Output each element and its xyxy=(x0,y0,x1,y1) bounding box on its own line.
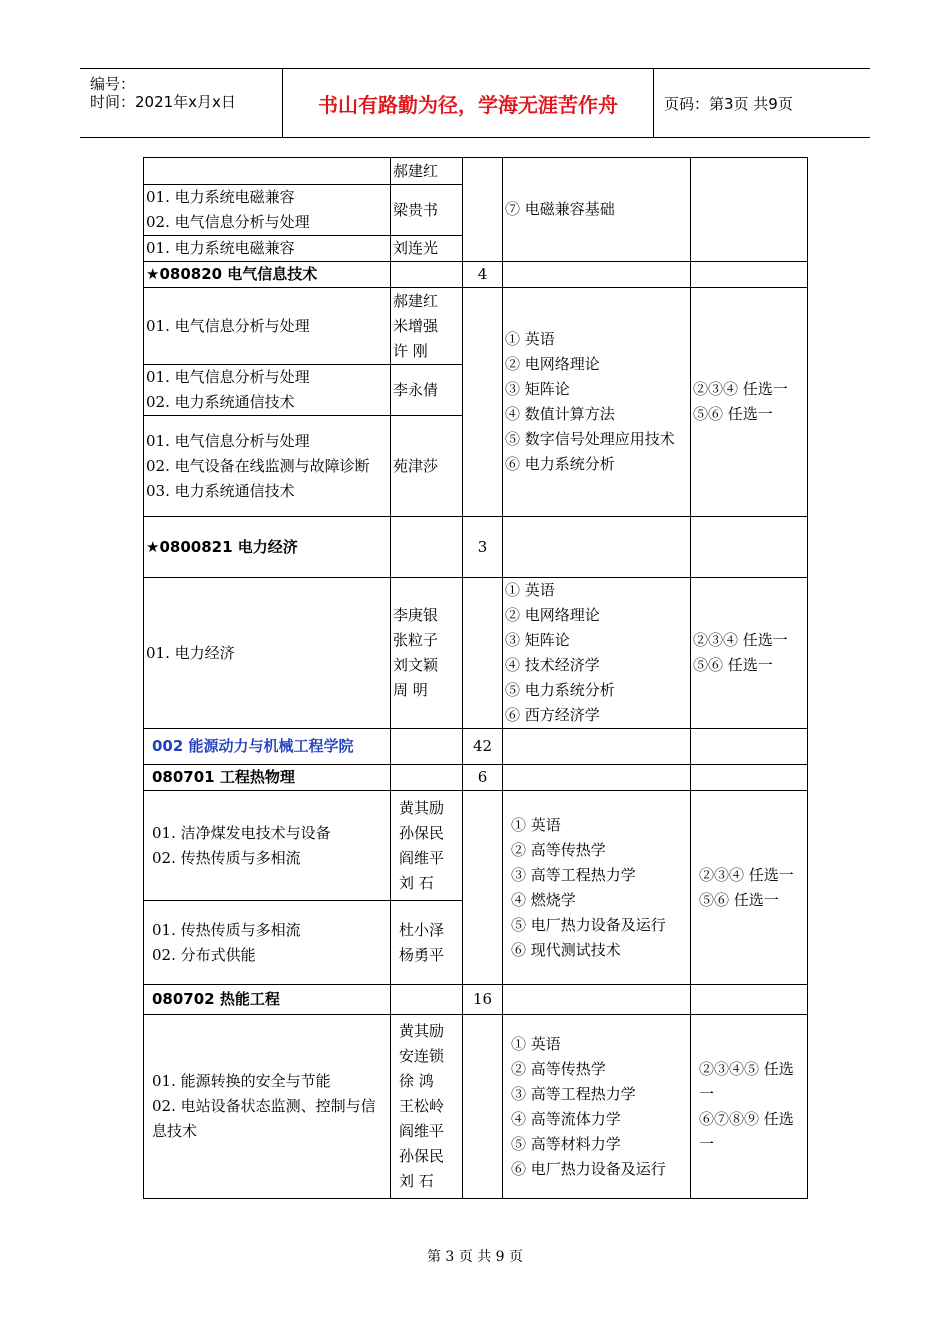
direction-cell: 01. 电力系统电磁兼容 xyxy=(144,236,391,262)
course-cell: ① 英语 ② 高等传热学 ③ 高等工程热力学 ④ 燃烧学 ⑤ 电厂热力设备及运行 ⑥ 现代测试技术 xyxy=(503,791,691,985)
course-cell: ① 英语 ② 电网络理论 ③ 矩阵论 ④ 数值计算方法 ⑤ 数字信号处理应用技术 ⑥ 电力系统分析 xyxy=(503,288,691,517)
header-page-label: 页码：第3页 共9页 xyxy=(664,94,793,113)
note-cell: ②③④ 任选一 ⑤⑥ 任选一 xyxy=(691,578,808,729)
course-cell: ⑦ 电磁兼容基础 xyxy=(503,158,691,262)
direction-cell: 01. 电气信息分析与处理 02. 电气设备在线监测与故障诊断 03. 电力系统通信技术 xyxy=(144,416,391,517)
advisor-cell: 郝建红 米增强 许 刚 xyxy=(391,288,463,365)
major-name: ★080820 电气信息技术 xyxy=(144,262,391,288)
direction-cell: 01. 电气信息分析与处理 02. 电力系统通信技术 xyxy=(144,365,391,416)
direction-cell: 01. 电力系统电磁兼容 02. 电气信息分析与处理 xyxy=(144,185,391,236)
note-cell: ②③④ 任选一 ⑤⑥ 任选一 xyxy=(691,791,808,985)
header-motto: 书山有路勤为径，学海无涯苦作舟 xyxy=(283,69,654,137)
table-row xyxy=(144,791,808,901)
advisor-cell: 杜小泽 杨勇平 xyxy=(391,901,463,985)
note-cell: ②③④⑤ 任选一 ⑥⑦⑧⑨ 任选一 xyxy=(691,1015,808,1199)
table-row xyxy=(144,288,808,365)
note-cell: ②③④ 任选一 ⑤⑥ 任选一 xyxy=(691,288,808,517)
advisor-cell: 刘连光 xyxy=(391,236,463,262)
advisor-cell: 苑津莎 xyxy=(391,416,463,517)
enrollment-count: 4 xyxy=(463,262,503,288)
direction-cell: 01. 能源转换的安全与节能 02. 电站设备状态监测、控制与信息技术 xyxy=(144,1015,391,1199)
major-row xyxy=(144,765,808,791)
course-cell: ① 英语 ② 电网络理论 ③ 矩阵论 ④ 技术经济学 ⑤ 电力系统分析 ⑥ 西方经济学 xyxy=(503,578,691,729)
direction-cell: 01. 洁净煤发电技术与设备 02. 传热传质与多相流 xyxy=(144,791,391,901)
enrollment-count: 3 xyxy=(463,517,503,578)
direction-cell: 01. 电气信息分析与处理 xyxy=(144,288,391,365)
course-cell: ① 英语 ② 高等传热学 ③ 高等工程热力学 ④ 高等流体力学 ⑤ 高等材料力学 ⑥ 电厂热力设备及运行 xyxy=(503,1015,691,1199)
advisor-cell: 黄其励 安连锁 徐 鸿 王松岭 阎维平 孙保民 刘 石 xyxy=(391,1015,463,1199)
major-row xyxy=(144,517,808,578)
table-row xyxy=(144,158,808,185)
college-name: 002 能源动力与机械工程学院 xyxy=(144,729,391,765)
table-row xyxy=(144,1015,808,1199)
major-row xyxy=(144,985,808,1015)
number-label: 编号： xyxy=(90,75,136,93)
major-row xyxy=(144,262,808,288)
advisor-cell: 李永倩 xyxy=(391,365,463,416)
major-name: 080702 热能工程 xyxy=(144,985,391,1015)
advisor-cell: 李庚银 张粒子 刘文颖 周 明 xyxy=(391,578,463,729)
advisor-cell: 梁贵书 xyxy=(391,185,463,236)
header-meta xyxy=(80,69,283,137)
major-name: ★0800821 电力经济 xyxy=(144,517,391,578)
direction-cell: 01. 电力经济 xyxy=(144,578,391,729)
advisor-cell: 黄其励 孙保民 阎维平 刘 石 xyxy=(391,791,463,901)
time-label: 时间：2021年x月x日 xyxy=(90,93,236,111)
enrollment-count: 16 xyxy=(463,985,503,1015)
page-header xyxy=(80,68,870,138)
college-row xyxy=(144,729,808,765)
enrollment-count: 6 xyxy=(463,765,503,791)
enrollment-count: 42 xyxy=(463,729,503,765)
major-name: 080701 工程热物理 xyxy=(144,765,391,791)
direction-cell: 01. 传热传质与多相流 02. 分布式供能 xyxy=(144,901,391,985)
table-row xyxy=(144,578,808,729)
program-table xyxy=(143,157,808,1199)
page-footer: 第 3 页 共 9 页 xyxy=(426,1249,524,1265)
advisor-cell: 郝建红 xyxy=(391,158,463,185)
